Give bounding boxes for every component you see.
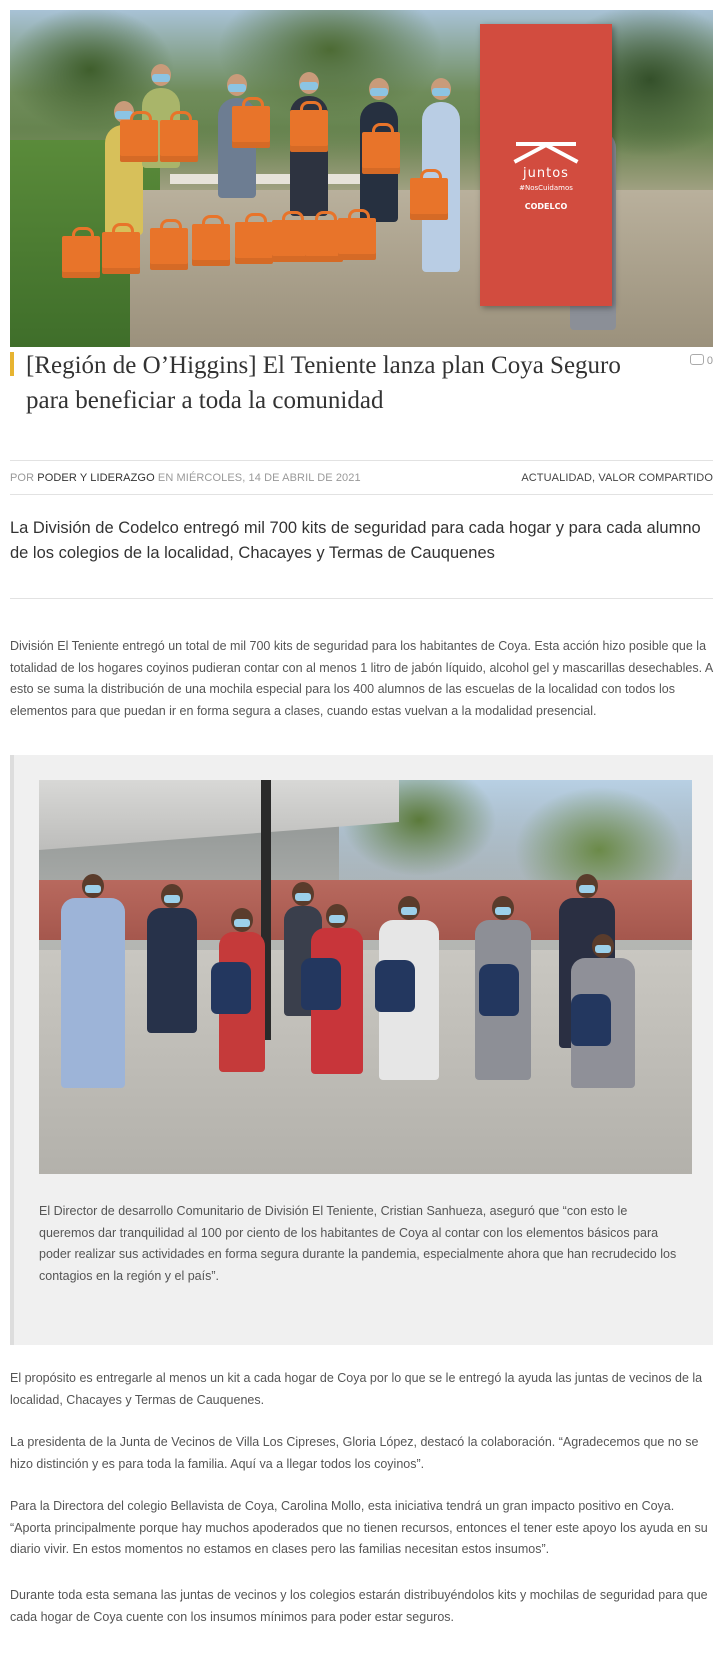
photo-person (61, 898, 125, 1088)
hero-bag (338, 218, 376, 260)
by-label: POR (10, 472, 35, 484)
author-link[interactable]: PODER Y LIDERAZGO (37, 472, 155, 484)
comments-link[interactable] (690, 354, 713, 367)
photo-person (147, 908, 197, 1033)
paragraph: Durante toda esta semana las juntas de vecinos y los colegios estarán distribuyéndolos kits y mochilas de seguridad para que cada hogar de Coya cuente con los insumos mínimos para poder estar seguros. (10, 1588, 708, 1624)
backpack (301, 958, 341, 1010)
backpack (375, 960, 415, 1012)
hero-bag (235, 222, 273, 264)
paragraph: División El Teniente entregó un total de mil 700 kits de seguridad para los habitantes de Coya. Esta acción hizo posible que la totalidad de los hogares coyinos pudieran contar con al menos 1 litro de jabón líquido, alcohol gel y mascarillas desechables. A esto se suma la distribución de una mochila especial para los 400 alumnos de las escuelas de la localidad con todos los elementos para que puedan ir en forma segura a clases, cuando estas vuelvan a la modalidad presencial. (10, 639, 713, 718)
hero-bag (362, 132, 400, 174)
juntos-banner (480, 24, 612, 306)
byline (10, 472, 361, 484)
hero-bag (62, 236, 100, 278)
divider (10, 494, 713, 495)
banner-hashtag: #NosCuidamos (519, 184, 573, 192)
hero-bag (410, 178, 448, 220)
category-links[interactable]: ACTUALIDAD, VALOR COMPARTIDO (521, 472, 713, 484)
backpack (571, 994, 611, 1046)
divider (10, 460, 713, 461)
divider (10, 598, 713, 599)
quote-text: El Director de desarrollo Comunitario de División El Teniente, Cristian Sanhueza, aseguró que “con esto le queremos dar tranquilidad al 100 por ciento de los habitantes de Coya al contar con los elementos básicos para poder realizar sus actividades en forma segura durante la pandemia, especialmente ahora que han recrudecido los contagios en la región y el país”. (39, 1204, 677, 1283)
hero-image (10, 10, 713, 347)
backpack (211, 962, 251, 1014)
hero-bag (290, 110, 328, 152)
paragraph: La presidenta de la Junta de Vecinos de Villa Los Cipreses, Gloria López, destacó la colaboración. “Agradecemos que no se hizo distinción y es para toda la familia. Aquí va a llegar todos los coyinos”. (10, 1435, 699, 1471)
backpack (479, 964, 519, 1016)
date-prefix: EN (157, 472, 174, 484)
paragraph: El propósito es entregarle al menos un kit a cada hogar de Coya por lo que se le entregó la ayuda las juntas de vecinos de la localidad, Chacayes y Termas de Cauquenes. (10, 1371, 703, 1407)
banner-brand: CODELCO (524, 202, 568, 211)
article-meta (10, 472, 713, 488)
comment-count: 0 (706, 355, 713, 367)
hero-bag (150, 228, 188, 270)
article-lead: La División de Codelco entregó mil 700 kits de seguridad para cada hogar y para cada alumno de los colegios de la localidad, Chacayes y Termas de Cauquenes (10, 519, 701, 562)
students-photo (39, 780, 692, 1174)
paragraph: Para la Directora del colegio Bellavista de Coya, Carolina Mollo, esta iniciativa tendrá un gran impacto positivo en Coya. “Aporta principalmente porque hay muchos apoderados que no tienen recursos, entonces el tener este apoyo los ayuda en su diario vivir. En estos momentos no estamos en clases pero las familias necesitan estos insumos”. (10, 1499, 708, 1556)
hero-bag (232, 106, 270, 148)
banner-word: juntos (523, 166, 569, 181)
article-title: [Región de O’Higgins] El Teniente lanza plan Coya Seguro para beneficiar a toda la comunidad (26, 352, 621, 414)
hero-bag (192, 224, 230, 266)
quote-block (10, 755, 713, 1345)
hero-bag (120, 120, 158, 162)
hero-table (170, 174, 370, 184)
title-accent-bar (10, 352, 14, 376)
publish-date: MIÉRCOLES, 14 DE ABRIL DE 2021 (176, 472, 361, 484)
hero-bag (160, 120, 198, 162)
comment-icon (690, 354, 704, 365)
hero-bag (102, 232, 140, 274)
